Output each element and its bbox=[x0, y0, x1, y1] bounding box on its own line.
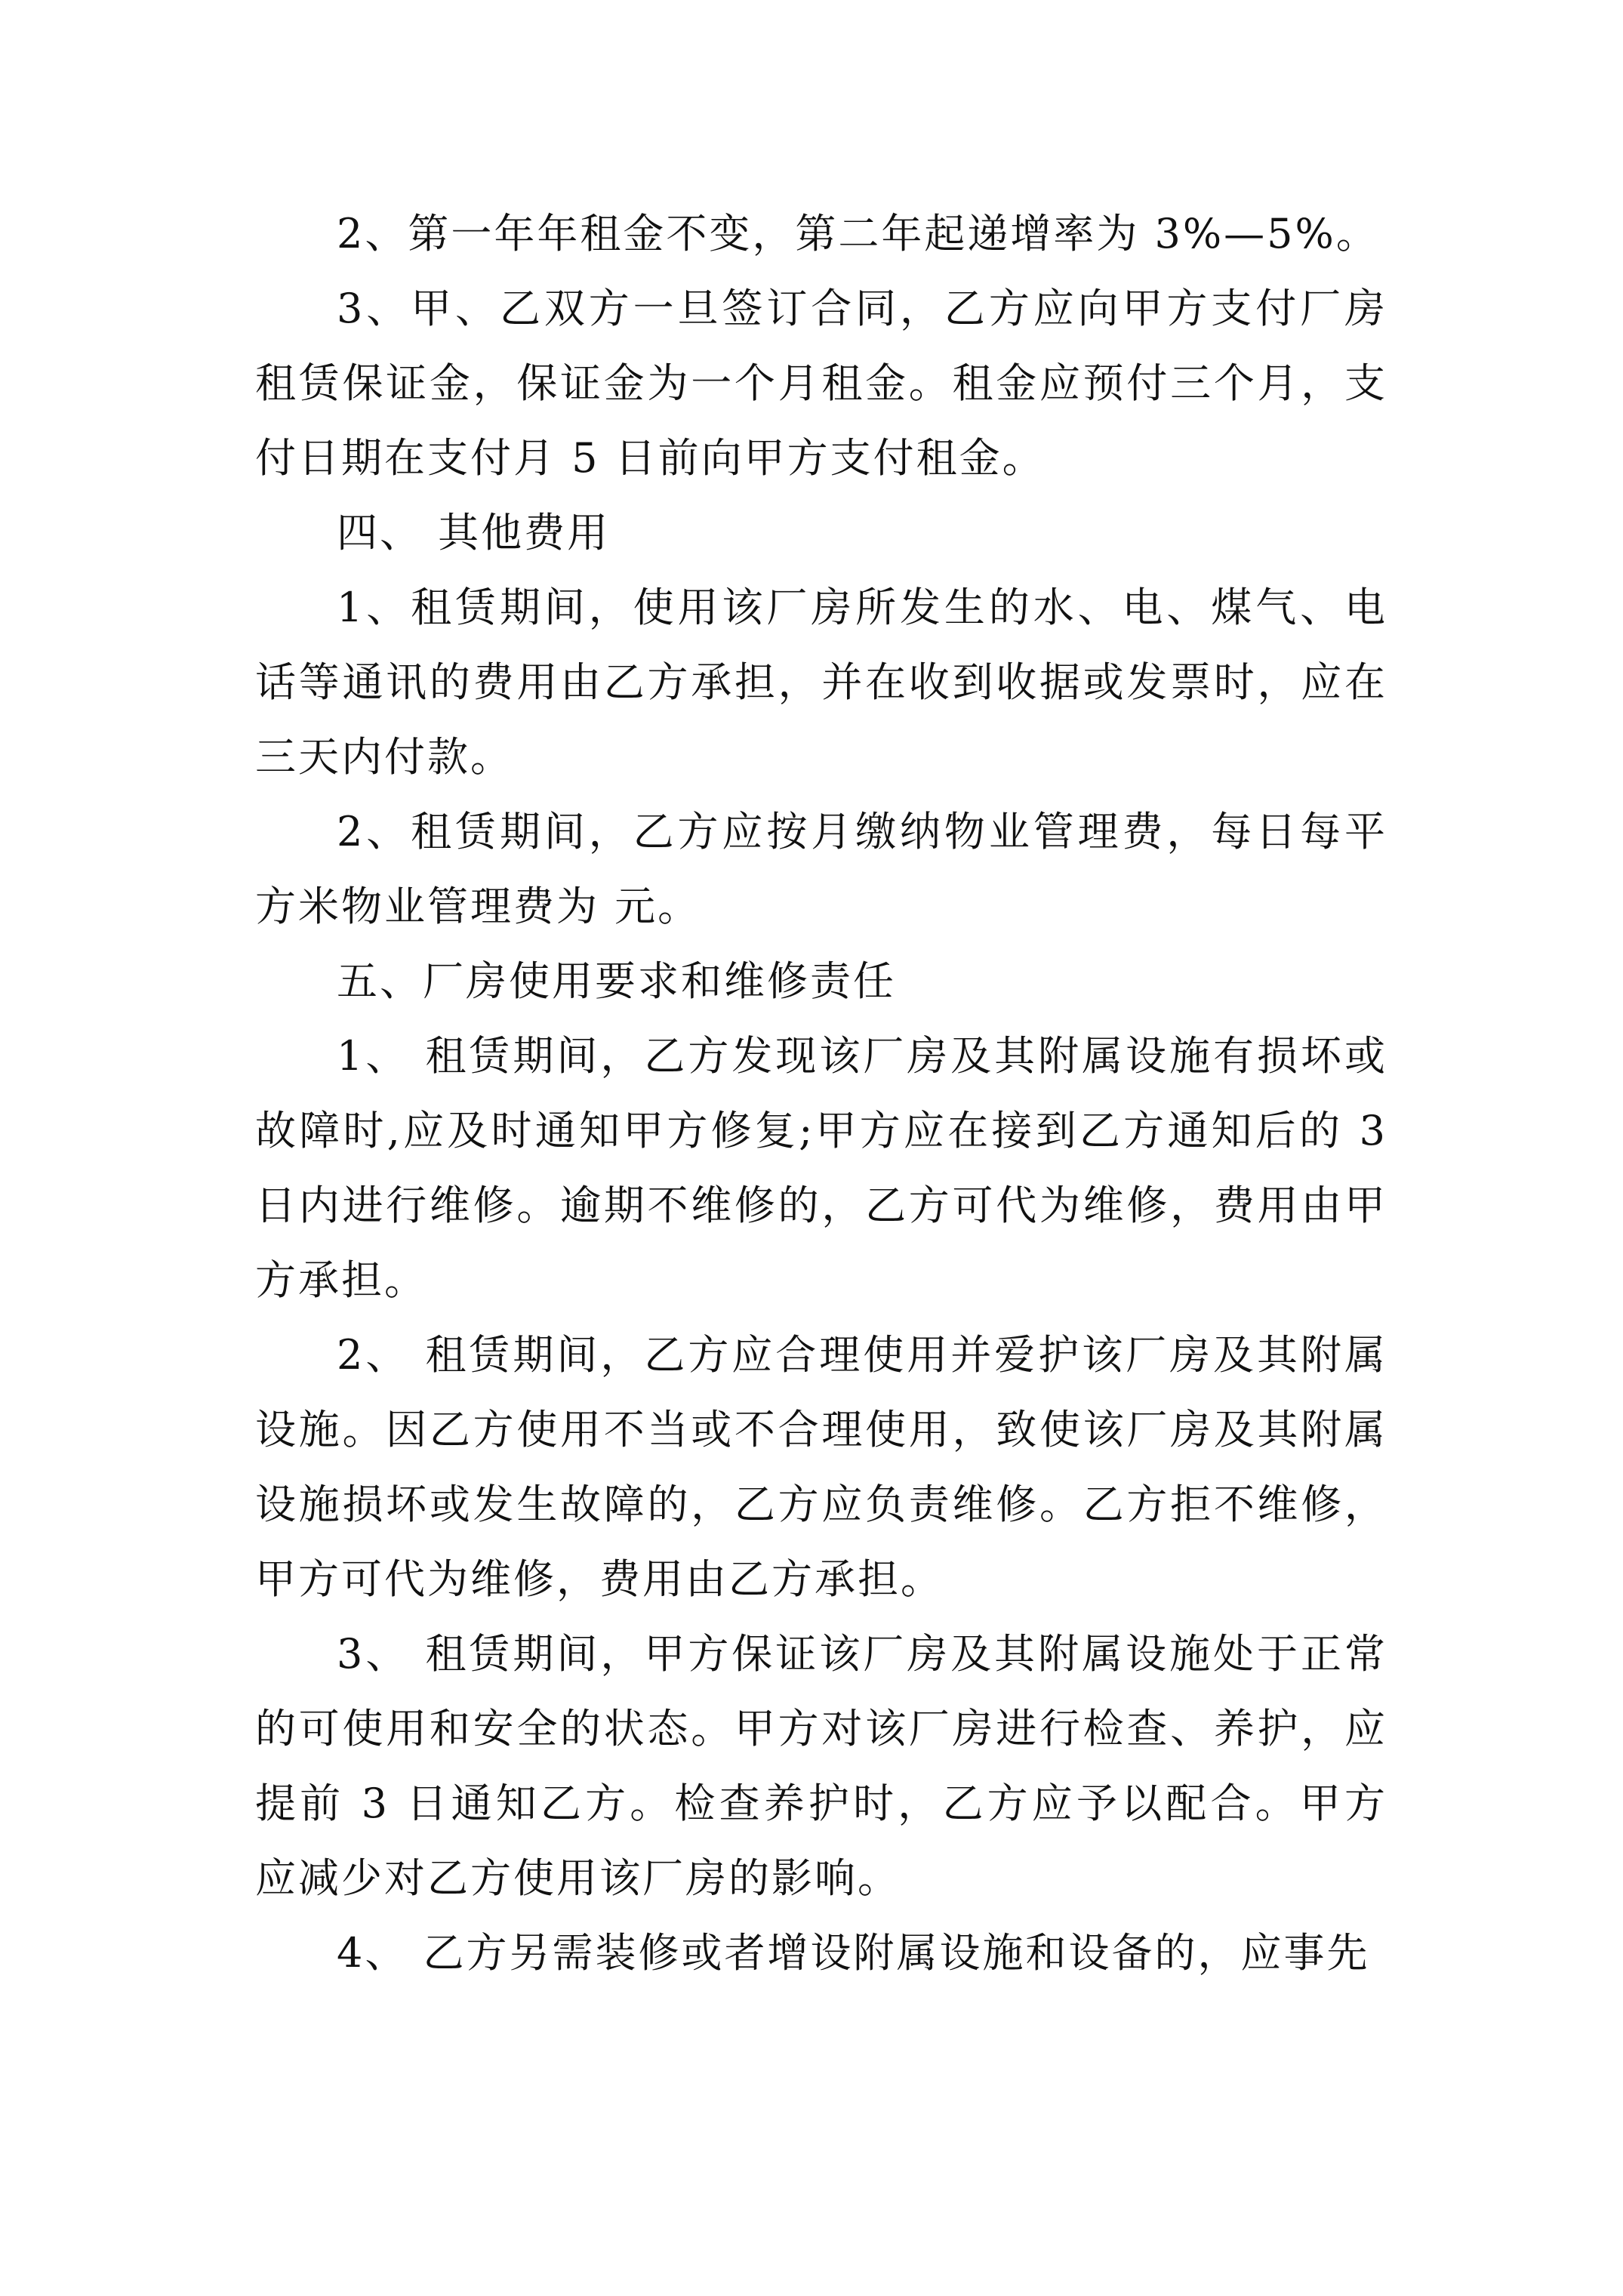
document-body bbox=[255, 196, 1387, 1990]
paragraph-renovation: 4、 乙方另需装修或者增设附属设施和设备的，应事先 bbox=[337, 1929, 1370, 1977]
paragraph-utilities: 1、租赁期间，使用该厂房所发生的水、电、煤气、电话等通讯的费用由乙方承担，并在收到收据或发票时，应在三天内付款。 bbox=[255, 584, 1387, 781]
paragraph-repair-notice: 1、 租赁期间，乙方发现该厂房及其附属设施有损坏或故障时,应及时通知甲方修复;甲方应在接到乙方通知后的 3 日内进行维修。逾期不维修的，乙方可代为维修，费用由甲方承担。 bbox=[255, 1032, 1387, 1304]
paragraph-proper-use: 2、 租赁期间，乙方应合理使用并爱护该厂房及其附属设施。因乙方使用不当或不合理使用，致使该厂房及其附属设施损坏或发生故障的，乙方应负责维修。乙方拒不维修，甲方可代为维修，费用由乙方承担。 bbox=[255, 1331, 1387, 1603]
section-heading-maintenance: 五、厂房使用要求和维修责任 bbox=[337, 957, 896, 1005]
paragraph-deposit: 3、甲、乙双方一旦签订合同，乙方应向甲方支付厂房租赁保证金，保证金为一个月租金。租金应预付三个月，支付日期在支付月 5 日前向甲方支付租金。 bbox=[255, 285, 1387, 482]
section-heading-other-fees: 四、 其他费用 bbox=[337, 509, 611, 556]
paragraph-landlord-guarantee: 3、 租赁期间，甲方保证该厂房及其附属设施处于正常的可使用和安全的状态。甲方对该厂房进行检查、养护，应提前 3 日通知乙方。检查养护时，乙方应予以配合。甲方应减少对乙方使用该厂房的影响。 bbox=[255, 1630, 1387, 1902]
paragraph-property-fee: 2、租赁期间，乙方应按月缴纳物业管理费，每日每平方米物业管理费为 元。 bbox=[255, 808, 1387, 930]
paragraph-rent-increase: 2、第一年年租金不变，第二年起递增率为 3%—5%。 bbox=[337, 210, 1379, 257]
